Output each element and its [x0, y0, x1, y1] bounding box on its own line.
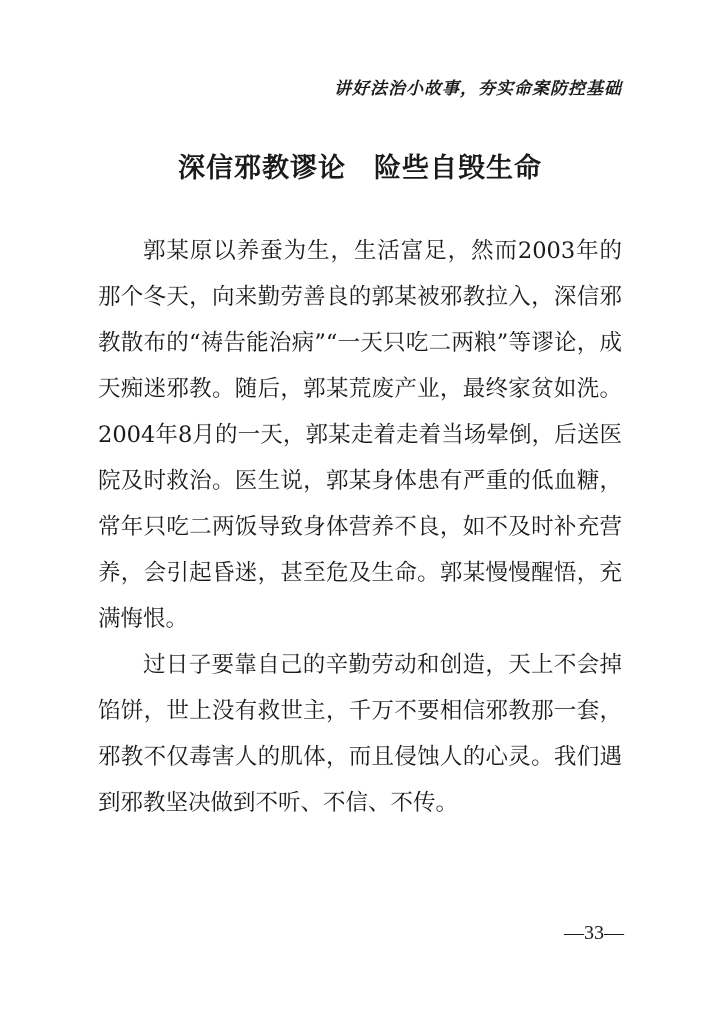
paragraph: 郭某原以养蚕为生，生活富足，然而2003年的那个冬天，向来勤劳善良的郭某被邪教拉入，深信邪教散布的“祷告能治病”“一天只吃二两粮”等谬论，成天痴迷邪教。随后，郭某荒废产业，最终家贫如洗。2004年8月的一天，郭某走着走着当场晕倒，后送医院及时救治。医生说，郭某身体患有严重的低血糖，常年只吃二两饭导致身体营养不良，如不及时补充营养，会引起昏迷，甚至危及生命。郭某慢慢醒悟，充满悔恨。: [98, 238, 622, 632]
paragraph: 过日子要靠自己的辛勤劳动和创造，天上不会掉馅饼，世上没有救世主，千万不要相信邪教那一套，邪教不仅毒害人的肌体，而且侵蚀人的心灵。我们遇到邪教坚决做到不听、不信、不传。: [98, 652, 622, 816]
page-number: —33—: [564, 922, 624, 944]
running-header: 讲好法治小故事，夯实命案防控基础: [334, 79, 622, 99]
article-body: [98, 228, 622, 826]
article-title: 深信邪教谬论 险些自毁生命: [178, 153, 542, 184]
